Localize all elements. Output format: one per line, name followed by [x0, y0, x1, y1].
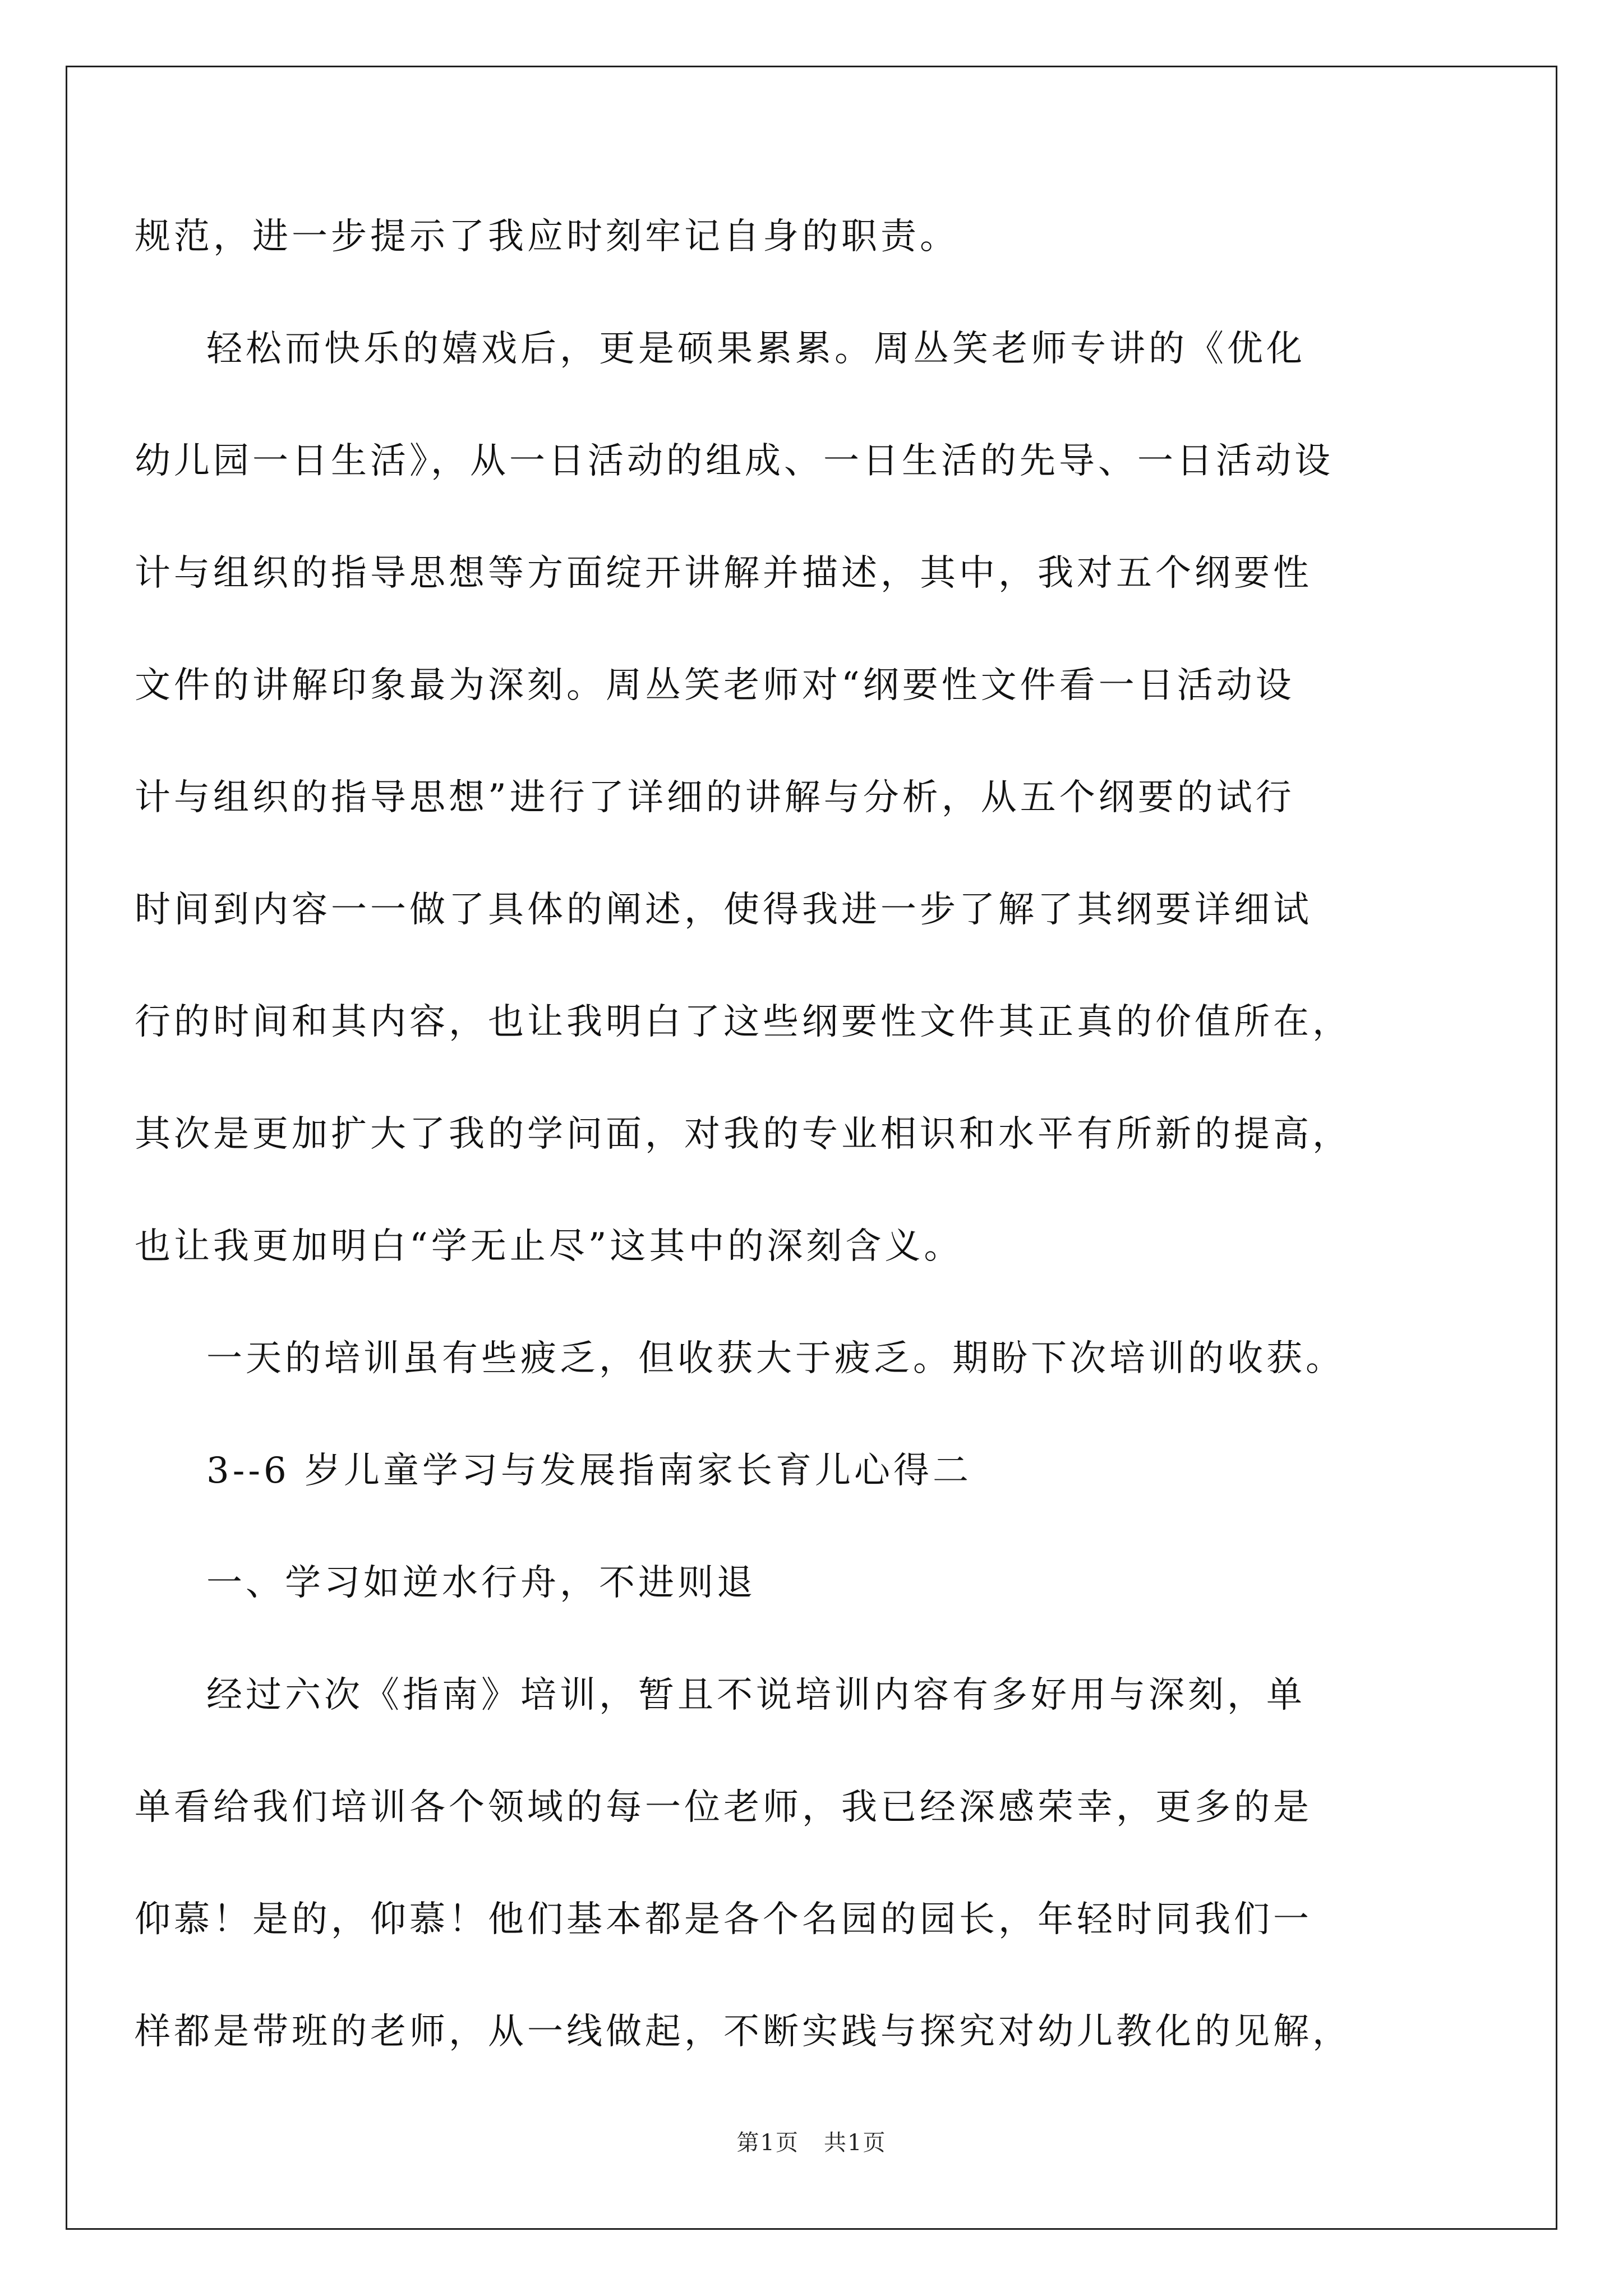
text-line: 时间到内容一一做了具体的阐述，使得我进一步了解了其纲要详细试 [135, 889, 1312, 931]
subsection-heading: 一、学习如逆水行舟，不进则退 [206, 1562, 756, 1604]
text-line: 仰慕！是的，仰慕！他们基本都是各个名园的园长，年轻时同我们一 [135, 1899, 1312, 1940]
paragraph-first-line: 轻松而快乐的嬉戏后，更是硕果累累。周丛笑老师专讲的《优化 [206, 328, 1306, 370]
page-number: 第1页 [736, 2130, 799, 2156]
text-line: 规范，进一步提示了我应时刻牢记自身的职责。 [135, 216, 959, 257]
text-line: 其次是更加扩大了我的学问面，对我的专业相识和水平有所新的提高， [135, 1114, 1352, 1155]
text-line: 计与组织的指导思想”进行了详细的讲解与分析，从五个纲要的试行 [135, 777, 1295, 818]
text-line: 样都是带班的老师，从一线做起，不断实践与探究对幼儿教化的见解， [135, 2011, 1352, 2053]
text-line: 行的时间和其内容，也让我明白了这些纲要性文件其正真的价值所在， [135, 1001, 1352, 1043]
text-line: 幼儿园一日生活》，从一日活动的组成、一日生活的先导、一日活动设 [135, 440, 1334, 482]
text-line: 也让我更加明白“学无止尽”这其中的深刻含义。 [135, 1226, 963, 1267]
page-total: 共1页 [824, 2130, 887, 2156]
text-line: 文件的讲解印象最为深刻。周丛笑老师对“纲要性文件看一日活动设 [135, 665, 1295, 706]
text-line: 计与组织的指导思想等方面绽开讲解并描述，其中，我对五个纲要性 [135, 553, 1312, 594]
page-footer [0, 2129, 1623, 2157]
section-heading: 3--6 岁儿童学习与发展指南家长育儿心得二 [206, 1450, 972, 1492]
paragraph-first-line: 经过六次《指南》培训，暂且不说培训内容有多好用与深刻，单 [206, 1674, 1306, 1716]
text-line: 单看给我们培训各个领域的每一位老师，我已经深感荣幸，更多的是 [135, 1787, 1312, 1828]
paragraph-first-line: 一天的培训虽有些疲乏，但收获大于疲乏。期盼下次培训的收获。 [206, 1338, 1345, 1379]
